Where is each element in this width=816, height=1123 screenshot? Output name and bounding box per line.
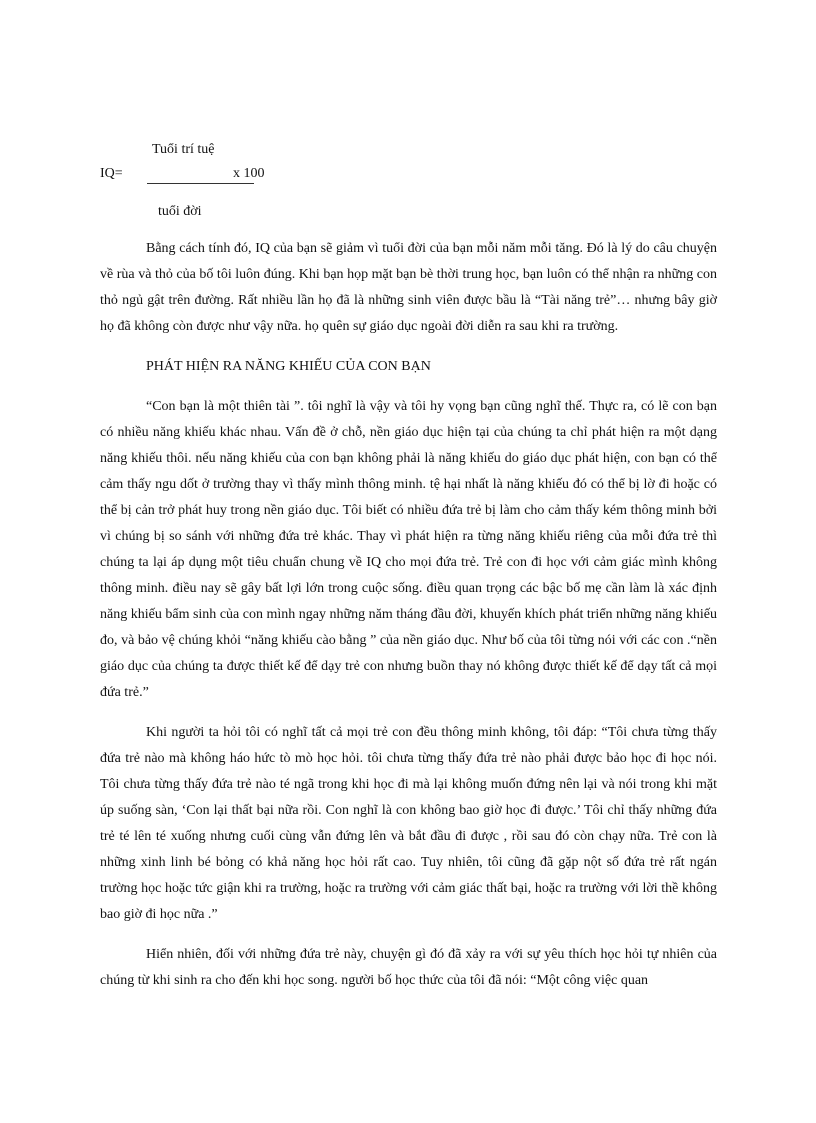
formula-denominator: tuổi đời (158, 204, 202, 219)
section-heading: PHÁT HIỆN RA NĂNG KHIẾU CỦA CON BẠN (146, 359, 431, 374)
formula-multiplier: x 100 (233, 166, 265, 181)
formula-lhs: IQ= (100, 166, 123, 181)
paragraph-natural-love-of-learning: Hiển nhiên, đối với những đứa trẻ này, chuyện gì đó đã xảy ra với sự yêu thích học hỏi tự nhiên của chúng từ khi sinh ra cho đến khi học song. người bố học thức của tôi đã nói: “Một công việc quan (100, 947, 717, 988)
fraction-bar (147, 183, 254, 184)
paragraph-genius: “Con bạn là một thiên tài ”. tôi nghĩ là vậy và tôi hy vọng bạn cũng nghĩ thế. Thực ra, có lẽ con bạn có nhiều năng khiếu khác nhau. Vấn đề ở chỗ, nền giáo dục hiện tại của chúng ta chỉ phát hiện ra một dạng năng khiếu thôi. nếu năng khiếu của con bạn không phải là năng khiếu do giáo dục phát hiện, con bạn có thể cảm thấy ngu dốt ở trường thay vì thấy mình thông minh. tệ hại nhất là năng khiếu đó có thể bị lờ đi hoặc có thể bị cản trở phát huy trong nền giáo dục. Tôi biết có nhiều đứa trẻ bị làm cho cảm thấy kém thông minh bởi vì chúng bị so sánh với những đứa trẻ khác. Thay vì phát hiện ra từng năng khiếu riêng của mỗi đứa trẻ thì chúng ta lại áp dụng một tiêu chuẩn chung về IQ cho mọi đứa trẻ. Trẻ con đi học với cảm giác mình không thông minh. điều nay sẽ gây bất lợi lớn trong cuộc sống. điều quan trọng các bậc bố mẹ cần làm là xác định năng khiếu bẩm sinh của con mình ngay những năm tháng đầu đời, khuyến khích phát triển những năng khiếu đo, và bảo vệ chúng khỏi “năng khiếu cào bằng ” của nền giáo dục. Như bố của tôi từng nói với các con .“nền giáo dục của chúng ta được thiết kế để dạy trẻ con nhưng buồn thay nó không được thiết kế để dạy tất cả mọi đứa trẻ.” (100, 399, 717, 700)
paragraph-children-learning: Khi người ta hỏi tôi có nghĩ tất cả mọi trẻ con đều thông minh không, tôi đáp: “Tôi chưa từng thấy đứa trẻ nào mà không háo hức tò mò học hỏi. tôi chưa từng thấy đứa trẻ nào phải được bảo học đi học nói. Tôi chưa từng thấy đứa trẻ nào té ngã trong khi học đi mà lại không muốn đứng nên lại và nói trong khi mặt úp suống sàn, ‘Con lại thất bại nữa rồi. Con nghĩ là con không bao giờ học đi được.’ Tôi chỉ thấy những đứa trẻ té lên té xuống nhưng cuối cùng vẫn đứng lên và bắt đầu đi được , rồi sau đó còn chạy nữa. Trẻ con là những xinh linh bé bỏng có khả năng học hỏi rất cao. Tuy nhiên, tôi cũng đã gặp nột số đứa trẻ rất ngán trường học hoặc tức giận khi ra trường, hoặc ra trường với cảm giác thất bại, hoặc ra trường với lời thề không bao giờ đi học nữa .” (100, 725, 717, 922)
paragraph-iq-decline: Bằng cách tính đó, IQ của bạn sẽ giảm vì tuổi đời của bạn mỗi năm mỗi tăng. Đó là lý do câu chuyện về rùa và thỏ của bố tôi luôn đúng. Khi bạn họp mặt bạn bè thời trung học, bạn luôn có thể nhận ra những con thỏ ngủ gật trên đường. Rất nhiều lần họ đã là những sinh viên được bầu là “Tài năng trẻ”… nhưng bây giờ họ đã không còn được như vậy nữa. họ quên sự giáo dục ngoài đời diễn ra sau khi ra trường. (100, 241, 717, 334)
body-text (100, 236, 717, 1008)
iq-formula (0, 0, 816, 230)
formula-numerator: Tuổi trí tuệ (152, 142, 215, 157)
